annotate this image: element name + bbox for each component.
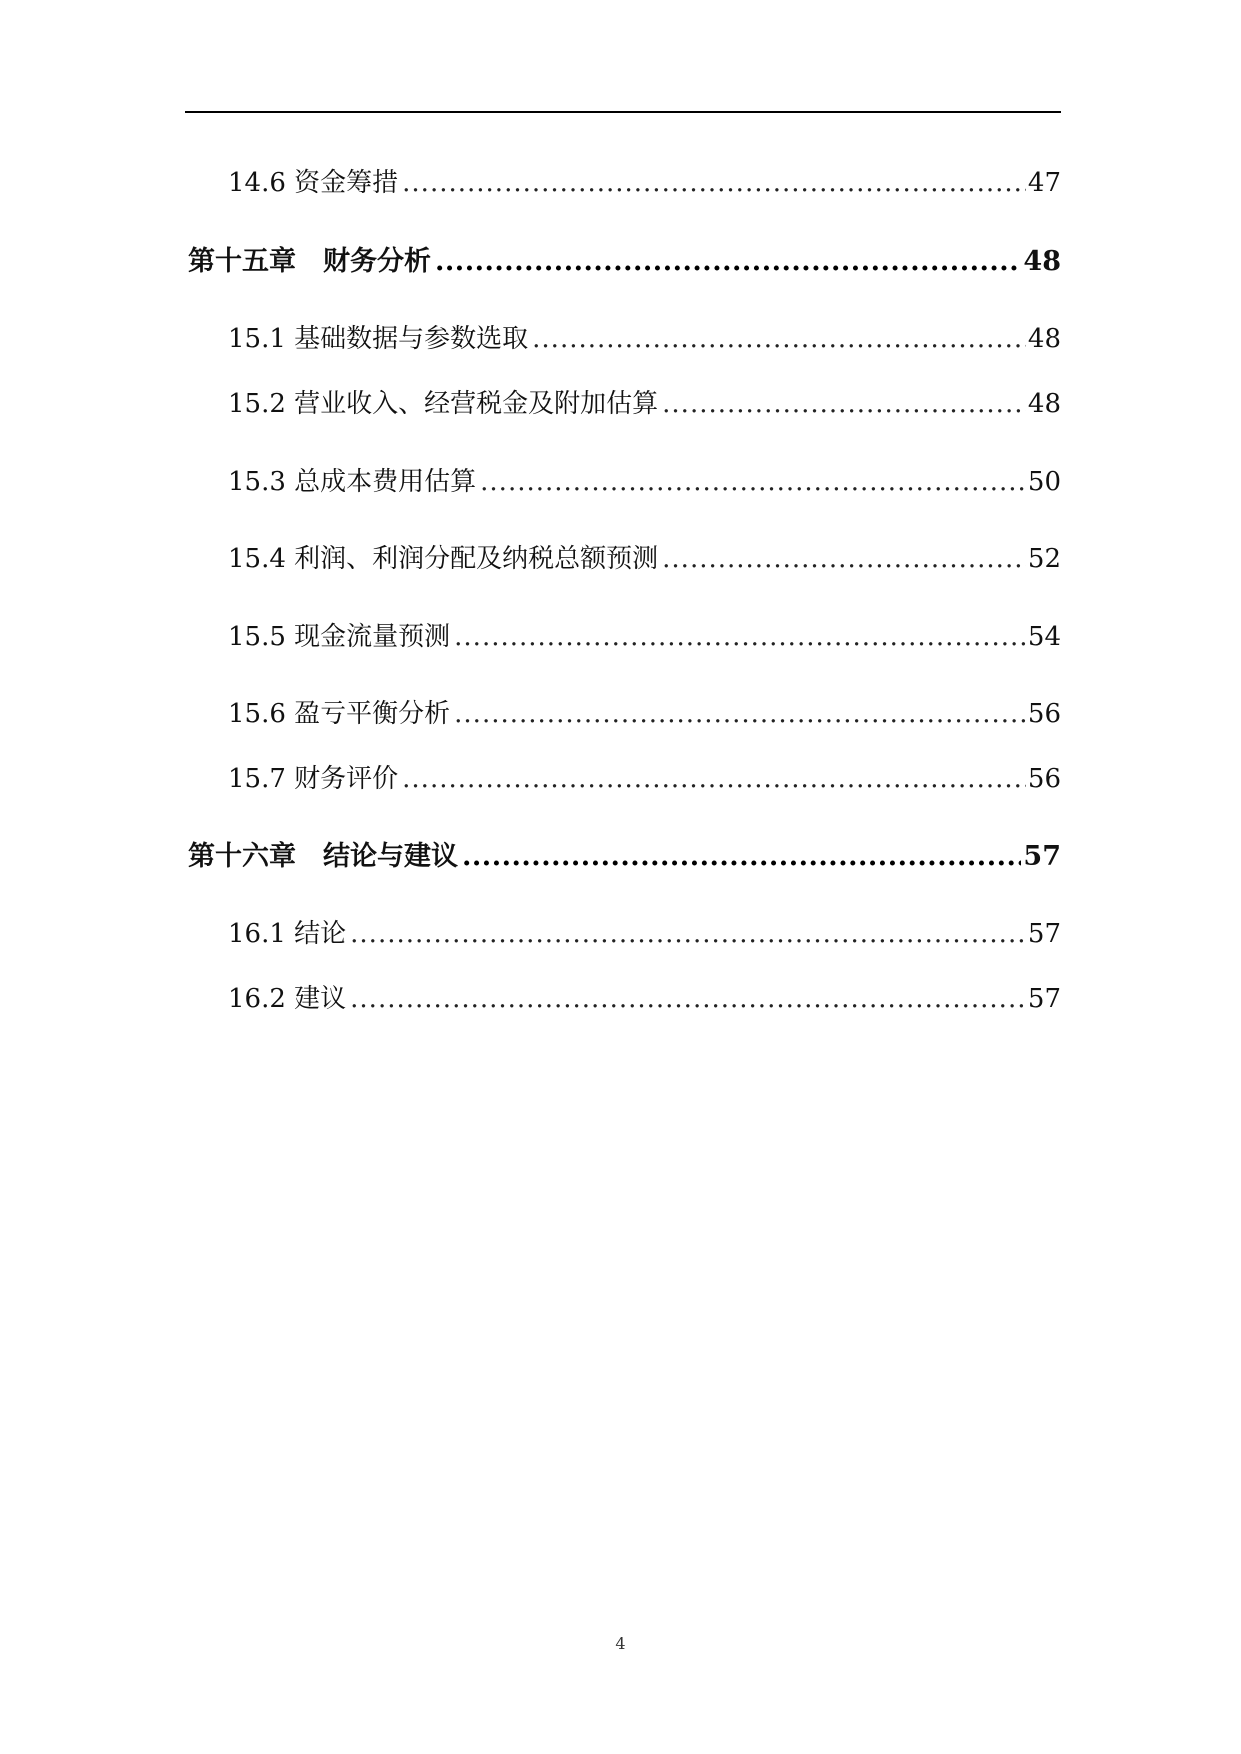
toc-entry-label: 16.1 结论 (228, 919, 347, 949)
toc-page-number: 57 (1023, 841, 1061, 872)
toc-page-number: 48 (1027, 324, 1061, 354)
toc-entry-label: 14.6 资金筹措 (228, 168, 399, 198)
toc-dot-leader (462, 837, 1021, 877)
toc-page-number: 56 (1027, 764, 1061, 794)
toc-dot-leader (402, 759, 1026, 799)
toc-dot-leader (662, 384, 1026, 424)
toc-dot-leader (402, 163, 1026, 203)
toc-entry-15-7[interactable] (228, 759, 1061, 799)
toc-entry-15-5[interactable] (228, 617, 1061, 657)
toc-page-number: 56 (1027, 699, 1061, 729)
toc-entry-label: 15.4 利润、利润分配及纳税总额预测 (228, 544, 659, 574)
toc-entry-15-2[interactable] (228, 384, 1061, 424)
toc-entry-15-6[interactable] (228, 694, 1061, 734)
toc-dot-leader (662, 539, 1026, 579)
toc-chapter-label: 第十六章 结论与建议 (188, 841, 458, 872)
toc-entry-label: 16.2 建议 (228, 984, 347, 1014)
toc-chapter-label: 第十五章 财务分析 (188, 246, 431, 277)
page-number: 4 (615, 1634, 626, 1653)
toc-entry-15-4[interactable] (228, 539, 1061, 579)
toc-entry-label: 15.3 总成本费用估算 (228, 467, 477, 497)
toc-page-number: 48 (1023, 246, 1061, 277)
toc-entry-15-3[interactable] (228, 462, 1061, 502)
toc-dot-leader (454, 617, 1026, 657)
toc-entry-label: 15.2 营业收入、经营税金及附加估算 (228, 389, 659, 419)
toc-entry-label: 15.1 基础数据与参数选取 (228, 324, 529, 354)
toc-dot-leader (480, 462, 1026, 502)
toc-page-number: 48 (1027, 389, 1061, 419)
toc-entry-14-6[interactable] (228, 163, 1061, 203)
toc-entry-16-2[interactable] (228, 979, 1061, 1019)
toc-entry-label: 15.5 现金流量预测 (228, 622, 451, 652)
toc-dot-leader (350, 914, 1026, 954)
toc-chapter-16[interactable] (188, 837, 1061, 877)
toc-dot-leader (350, 979, 1026, 1019)
toc-entry-label: 15.6 盈亏平衡分析 (228, 699, 451, 729)
toc-page-number: 47 (1027, 168, 1061, 198)
toc-page-number: 57 (1027, 919, 1061, 949)
toc-dot-leader (454, 694, 1026, 734)
toc-entry-16-1[interactable] (228, 914, 1061, 954)
toc-page-number: 52 (1027, 544, 1061, 574)
toc-entry-label: 15.7 财务评价 (228, 764, 399, 794)
toc-page-number: 50 (1027, 467, 1061, 497)
toc-chapter-15[interactable] (188, 242, 1061, 282)
toc-dot-leader (435, 242, 1021, 282)
toc-page-number: 54 (1027, 622, 1061, 652)
toc-entry-15-1[interactable] (228, 319, 1061, 359)
toc-dot-leader (532, 319, 1026, 359)
toc-page-number: 57 (1027, 984, 1061, 1014)
